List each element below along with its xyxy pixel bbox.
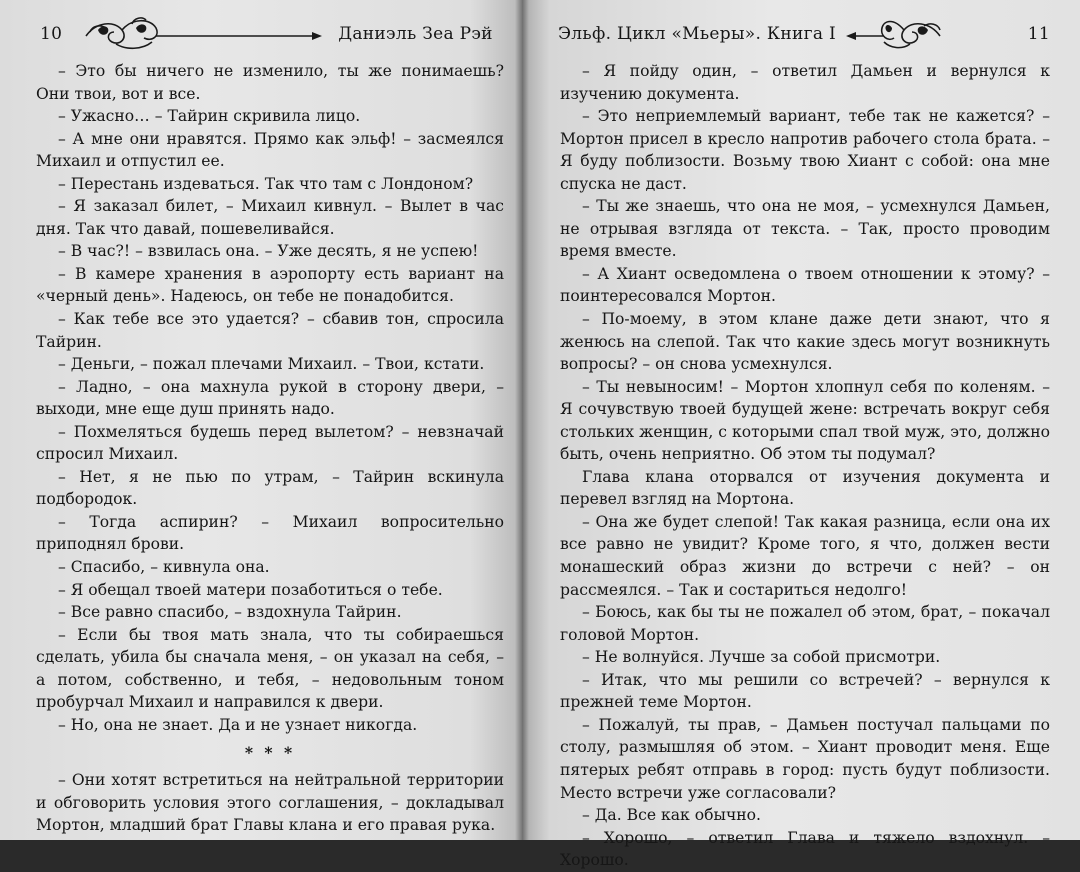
left-page-number: 10 [40,24,63,44]
paragraph: – Тогда аспирин? – Михаил вопросительно приподнял брови. [36,512,504,554]
paragraph: – Деньги, – пожал плечами Михаил. – Твои, кстати. [58,355,485,374]
paragraph: – Но, она не знает. Да и не узнает никогда. [58,715,418,734]
left-running-head: Даниэль Зеа Рэй [338,24,493,44]
left-page [0,0,522,840]
paragraph: – Это бы ничего не изменило, ты же понимаешь? Они твои, вот и все. [36,62,504,103]
right-ornament-icon [844,14,948,54]
paragraph: – Ты же знаешь, что она не моя, – усмехнулся Дамьен, не отрывая взгляда от текста. – Так, просто проводим время вместе. [560,197,1050,261]
paragraph: – В час?! – взвилась она. – Уже десять, я не успею! [58,242,479,261]
paragraph: – Это неприемлемый вариант, тебе так не кажется? – Мортон присел в кресло напротив рабочего стола брата. – Я буду поблизости. Возьму твою Хиант с собой: она мне спуска не даст. [560,107,1050,193]
paragraph: – По-моему, в этом клане даже дети знают, что я женюсь на слепой. Так что какие здесь могут возникнуть вопросы? – он снова усмехнулся. [560,310,1050,374]
left-ornament-icon [76,14,326,54]
paragraph: – Итак, что мы решили со встречей? – вернулся к прежней теме Мортон. [560,670,1050,712]
paragraph: – Если бы твоя мать знала, что ты собираешься сделать, убила бы сначала меня, – он указал на себя, – а потом, собственно, и тебя, – недовольным тоном пробурчал Михаил и направился к двери. [36,625,504,712]
right-page-text [560,60,1050,872]
paragraph: – Как тебе все это удается? – сбавив тон, спросила Тайрин. [36,310,504,351]
paragraph: – Пожалуй, ты прав, – Дамьен постучал пальцами по столу, размышляя об этом. – Хиант проводит меня. Еще пятерых ребят отправь в город: пусть будут поблизости. Место встречи уже согласовали? [560,715,1050,802]
paragraph: – Я заказал билет, – Михаил кивнул. – Вылет в час дня. Так что давай, пошевеливайся. [36,197,504,238]
paragraph: – Я обещал твоей матери позаботиться о тебе. [58,580,443,599]
paragraph: – Ладно, – она махнула рукой в сторону двери, – выходи, мне еще душ принять надо. [36,377,504,419]
paragraph: – Похмеляться будешь перед вылетом? – невзначай спросил Михаил. [36,422,504,464]
paragraph: – А Хиант осведомлена о твоем отношении к этому? – поинтересовался Мортон. [560,264,1050,306]
paragraph: – Перестань издеваться. Так что там с Лондоном? [58,174,474,193]
left-page-header [40,14,502,54]
paragraph: – В камере хранения в аэропорту есть вариант на «черный день». Надеюсь, он тебе не понадобится. [36,264,504,306]
paragraph: – Боюсь, как бы ты не пожалел об этом, брат, – покачал головой Мортон. [560,603,1050,644]
paragraph: – Она же будет слепой! Так какая разница, если она их все равно не увидит? Кроме того, я что, должен вести монашеский образ жизни до встречи с ней? – он рассмеялся. – Так и состариться недолго! [560,512,1050,599]
paragraph: Глава клана оторвался от изучения документа и перевел взгляд на Мортона. [560,467,1050,509]
right-page-number: 11 [1027,24,1050,44]
paragraph: – А мне они нравятся. Прямо как эльф! – засмеялся Михаил и отпустил ее. [36,129,504,171]
paragraph: – Все равно спасибо, – вздохнула Тайрин. [58,603,402,622]
paragraph: – Хорошо, – ответил Глава и тяжело вздохнул. – Хорошо. [560,828,1050,870]
paragraph: – Ты невыносим! – Мортон хлопнул себя по коленям. – Я сочувствую твоей будущей жене: встречать вокруг себя стольких женщин, с которыми спал твой муж, это, должно быть, очень неприятно. Об этом ты подумал? [560,377,1050,464]
paragraph: – Ужасно… – Тайрин скривила лицо. [58,107,361,126]
left-page-text [36,60,504,837]
paragraph: – Нет, я не пью по утрам, – Тайрин вскинула подбородок. [36,467,504,509]
paragraph: – Не волнуйся. Лучше за собой присмотри. [582,648,941,667]
right-page-header [558,14,1050,54]
right-page [522,0,1080,870]
paragraph: – Они хотят встретиться на нейтральной территории и обговорить условия этого соглашения, – докладывал Мортон, младший брат Главы клана и его правая рука. [36,770,504,835]
paragraph: – Да. Все как обычно. [582,806,762,825]
paragraph: – Спасибо, – кивнула она. [58,558,270,577]
scene-separator: * * * [244,743,296,763]
right-running-head: Эльф. Цикл «Мьеры». Книга I [558,24,836,44]
paragraph: – Я пойду один, – ответил Дамьен и вернулся к изучению документа. [560,62,1050,103]
